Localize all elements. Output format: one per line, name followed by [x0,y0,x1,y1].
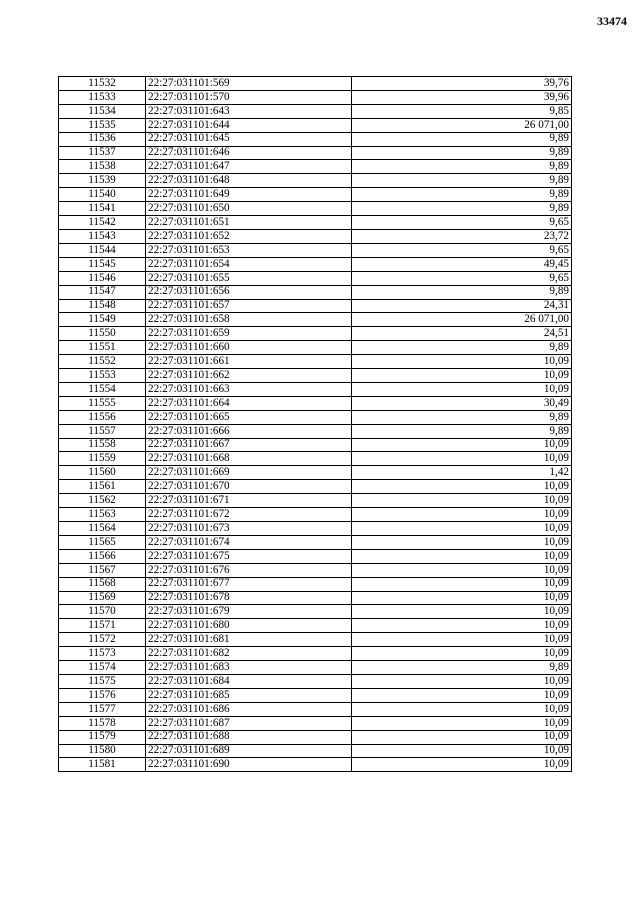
area-value-cell: 49,45 [352,257,572,271]
cadastral-number-cell: 22:27:031101:644 [146,118,352,132]
table-row [59,285,572,299]
area-value-cell: 10,09 [352,355,572,369]
cadastral-number-cell: 22:27:031101:646 [146,146,352,160]
table-row [59,591,572,605]
area-value-cell: 10,09 [352,382,572,396]
area-value-cell: 9,89 [352,341,572,355]
row-number-cell: 11560 [59,466,146,480]
table-row [59,466,572,480]
cadastral-number-cell: 22:27:031101:683 [146,661,352,675]
cadastral-number-cell: 22:27:031101:663 [146,382,352,396]
table-row [59,77,572,91]
table-row [59,202,572,216]
row-number-cell: 11577 [59,702,146,716]
row-number-cell: 11580 [59,744,146,758]
page-number: 33474 [597,14,627,28]
row-number-cell: 11579 [59,730,146,744]
area-value-cell: 1,42 [352,466,572,480]
area-value-cell: 39,76 [352,77,572,91]
area-value-cell: 9,89 [352,146,572,160]
area-value-cell: 10,09 [352,549,572,563]
table-row [59,494,572,508]
row-number-cell: 11552 [59,355,146,369]
table-row [59,674,572,688]
cadastral-number-cell: 22:27:031101:667 [146,438,352,452]
cadastral-number-cell: 22:27:031101:687 [146,716,352,730]
table-row [59,160,572,174]
table-row [59,716,572,730]
cadastral-number-cell: 22:27:031101:669 [146,466,352,480]
row-number-cell: 11564 [59,522,146,536]
table-row [59,382,572,396]
row-number-cell: 11556 [59,410,146,424]
table-row [59,355,572,369]
cadastral-number-cell: 22:27:031101:680 [146,619,352,633]
row-number-cell: 11565 [59,535,146,549]
area-value-cell: 9,89 [352,174,572,188]
row-number-cell: 11566 [59,549,146,563]
area-value-cell: 9,65 [352,216,572,230]
table-row [59,535,572,549]
row-number-cell: 11567 [59,563,146,577]
table-row [59,549,572,563]
cadastral-number-cell: 22:27:031101:647 [146,160,352,174]
row-number-cell: 11541 [59,202,146,216]
row-number-cell: 11557 [59,424,146,438]
row-number-cell: 11549 [59,313,146,327]
row-number-cell: 11538 [59,160,146,174]
row-number-cell: 11578 [59,716,146,730]
row-number-cell: 11576 [59,688,146,702]
cadastral-number-cell: 22:27:031101:689 [146,744,352,758]
table-row [59,508,572,522]
area-value-cell: 10,09 [352,730,572,744]
area-value-cell: 10,09 [352,744,572,758]
table-row [59,410,572,424]
area-value-cell: 26 071,00 [352,313,572,327]
registry-table [58,76,572,772]
cadastral-number-cell: 22:27:031101:643 [146,104,352,118]
area-value-cell: 9,89 [352,661,572,675]
area-value-cell: 9,89 [352,202,572,216]
cadastral-number-cell: 22:27:031101:653 [146,243,352,257]
table-row [59,744,572,758]
table-row [59,758,572,772]
area-value-cell: 9,65 [352,243,572,257]
area-value-cell: 10,09 [352,369,572,383]
table-row [59,480,572,494]
row-number-cell: 11544 [59,243,146,257]
cadastral-number-cell: 22:27:031101:652 [146,229,352,243]
area-value-cell: 9,89 [352,188,572,202]
cadastral-number-cell: 22:27:031101:685 [146,688,352,702]
area-value-cell: 9,85 [352,104,572,118]
cadastral-number-cell: 22:27:031101:645 [146,132,352,146]
area-value-cell: 10,09 [352,647,572,661]
row-number-cell: 11537 [59,146,146,160]
row-number-cell: 11536 [59,132,146,146]
table-row [59,369,572,383]
row-number-cell: 11535 [59,118,146,132]
cadastral-number-cell: 22:27:031101:660 [146,341,352,355]
row-number-cell: 11546 [59,271,146,285]
table-row [59,341,572,355]
row-number-cell: 11575 [59,674,146,688]
table-row [59,619,572,633]
row-number-cell: 11532 [59,77,146,91]
table-row [59,313,572,327]
cadastral-number-cell: 22:27:031101:655 [146,271,352,285]
cadastral-number-cell: 22:27:031101:661 [146,355,352,369]
cadastral-number-cell: 22:27:031101:679 [146,605,352,619]
area-value-cell: 10,09 [352,688,572,702]
table-row [59,563,572,577]
row-number-cell: 11539 [59,174,146,188]
row-number-cell: 11562 [59,494,146,508]
area-value-cell: 10,09 [352,522,572,536]
row-number-cell: 11547 [59,285,146,299]
table-row [59,229,572,243]
table-row [59,118,572,132]
cadastral-number-cell: 22:27:031101:677 [146,577,352,591]
table-row [59,452,572,466]
row-number-cell: 11545 [59,257,146,271]
table-row [59,243,572,257]
table-row [59,730,572,744]
cadastral-number-cell: 22:27:031101:648 [146,174,352,188]
cadastral-number-cell: 22:27:031101:569 [146,77,352,91]
row-number-cell: 11571 [59,619,146,633]
area-value-cell: 10,09 [352,452,572,466]
table-row [59,438,572,452]
cadastral-number-cell: 22:27:031101:664 [146,396,352,410]
cadastral-number-cell: 22:27:031101:649 [146,188,352,202]
cadastral-number-cell: 22:27:031101:675 [146,549,352,563]
row-number-cell: 11581 [59,758,146,772]
area-value-cell: 10,09 [352,563,572,577]
row-number-cell: 11543 [59,229,146,243]
table-row [59,271,572,285]
area-value-cell: 10,09 [352,633,572,647]
cadastral-number-cell: 22:27:031101:676 [146,563,352,577]
area-value-cell: 24,51 [352,327,572,341]
table-row [59,688,572,702]
cadastral-number-cell: 22:27:031101:670 [146,480,352,494]
area-value-cell: 24,31 [352,299,572,313]
area-value-cell: 39,96 [352,90,572,104]
row-number-cell: 11563 [59,508,146,522]
table-row [59,216,572,230]
table-row [59,522,572,536]
cadastral-number-cell: 22:27:031101:651 [146,216,352,230]
cadastral-number-cell: 22:27:031101:673 [146,522,352,536]
area-value-cell: 30,49 [352,396,572,410]
cadastral-number-cell: 22:27:031101:674 [146,535,352,549]
cadastral-number-cell: 22:27:031101:678 [146,591,352,605]
row-number-cell: 11570 [59,605,146,619]
area-value-cell: 9,89 [352,424,572,438]
cadastral-number-cell: 22:27:031101:662 [146,369,352,383]
table-row [59,647,572,661]
table-row [59,327,572,341]
cadastral-number-cell: 22:27:031101:688 [146,730,352,744]
area-value-cell: 9,89 [352,132,572,146]
area-value-cell: 10,09 [352,716,572,730]
row-number-cell: 11569 [59,591,146,605]
cadastral-number-cell: 22:27:031101:684 [146,674,352,688]
area-value-cell: 10,09 [352,535,572,549]
table-row [59,396,572,410]
row-number-cell: 11568 [59,577,146,591]
area-value-cell: 9,89 [352,410,572,424]
area-value-cell: 9,65 [352,271,572,285]
row-number-cell: 11542 [59,216,146,230]
cadastral-number-cell: 22:27:031101:650 [146,202,352,216]
cadastral-number-cell: 22:27:031101:570 [146,90,352,104]
row-number-cell: 11550 [59,327,146,341]
cadastral-number-cell: 22:27:031101:686 [146,702,352,716]
table-row [59,146,572,160]
table-row [59,633,572,647]
cadastral-number-cell: 22:27:031101:654 [146,257,352,271]
row-number-cell: 11572 [59,633,146,647]
cadastral-number-cell: 22:27:031101:690 [146,758,352,772]
table-row [59,577,572,591]
table-row [59,702,572,716]
area-value-cell: 10,09 [352,508,572,522]
area-value-cell: 10,09 [352,577,572,591]
table-row [59,605,572,619]
area-value-cell: 26 071,00 [352,118,572,132]
cadastral-number-cell: 22:27:031101:665 [146,410,352,424]
cadastral-number-cell: 22:27:031101:656 [146,285,352,299]
table-row [59,299,572,313]
row-number-cell: 11533 [59,90,146,104]
row-number-cell: 11548 [59,299,146,313]
area-value-cell: 10,09 [352,591,572,605]
area-value-cell: 10,09 [352,480,572,494]
area-value-cell: 10,09 [352,674,572,688]
area-value-cell: 10,09 [352,494,572,508]
area-value-cell: 23,72 [352,229,572,243]
row-number-cell: 11574 [59,661,146,675]
area-value-cell: 10,09 [352,619,572,633]
table-row [59,661,572,675]
area-value-cell: 10,09 [352,438,572,452]
row-number-cell: 11573 [59,647,146,661]
table-row [59,132,572,146]
table-row [59,104,572,118]
row-number-cell: 11558 [59,438,146,452]
cadastral-number-cell: 22:27:031101:671 [146,494,352,508]
cadastral-number-cell: 22:27:031101:666 [146,424,352,438]
cadastral-number-cell: 22:27:031101:668 [146,452,352,466]
table-row [59,188,572,202]
area-value-cell: 10,09 [352,702,572,716]
row-number-cell: 11559 [59,452,146,466]
row-number-cell: 11561 [59,480,146,494]
row-number-cell: 11534 [59,104,146,118]
row-number-cell: 11540 [59,188,146,202]
table-row [59,424,572,438]
cadastral-number-cell: 22:27:031101:682 [146,647,352,661]
cadastral-number-cell: 22:27:031101:657 [146,299,352,313]
cadastral-number-cell: 22:27:031101:658 [146,313,352,327]
area-value-cell: 9,89 [352,160,572,174]
row-number-cell: 11551 [59,341,146,355]
area-value-cell: 10,09 [352,758,572,772]
table-row [59,257,572,271]
registry-table-body [59,77,572,772]
row-number-cell: 11555 [59,396,146,410]
row-number-cell: 11553 [59,369,146,383]
cadastral-number-cell: 22:27:031101:659 [146,327,352,341]
cadastral-number-cell: 22:27:031101:681 [146,633,352,647]
row-number-cell: 11554 [59,382,146,396]
cadastral-number-cell: 22:27:031101:672 [146,508,352,522]
table-row [59,174,572,188]
area-value-cell: 10,09 [352,605,572,619]
area-value-cell: 9,89 [352,285,572,299]
table-row [59,90,572,104]
